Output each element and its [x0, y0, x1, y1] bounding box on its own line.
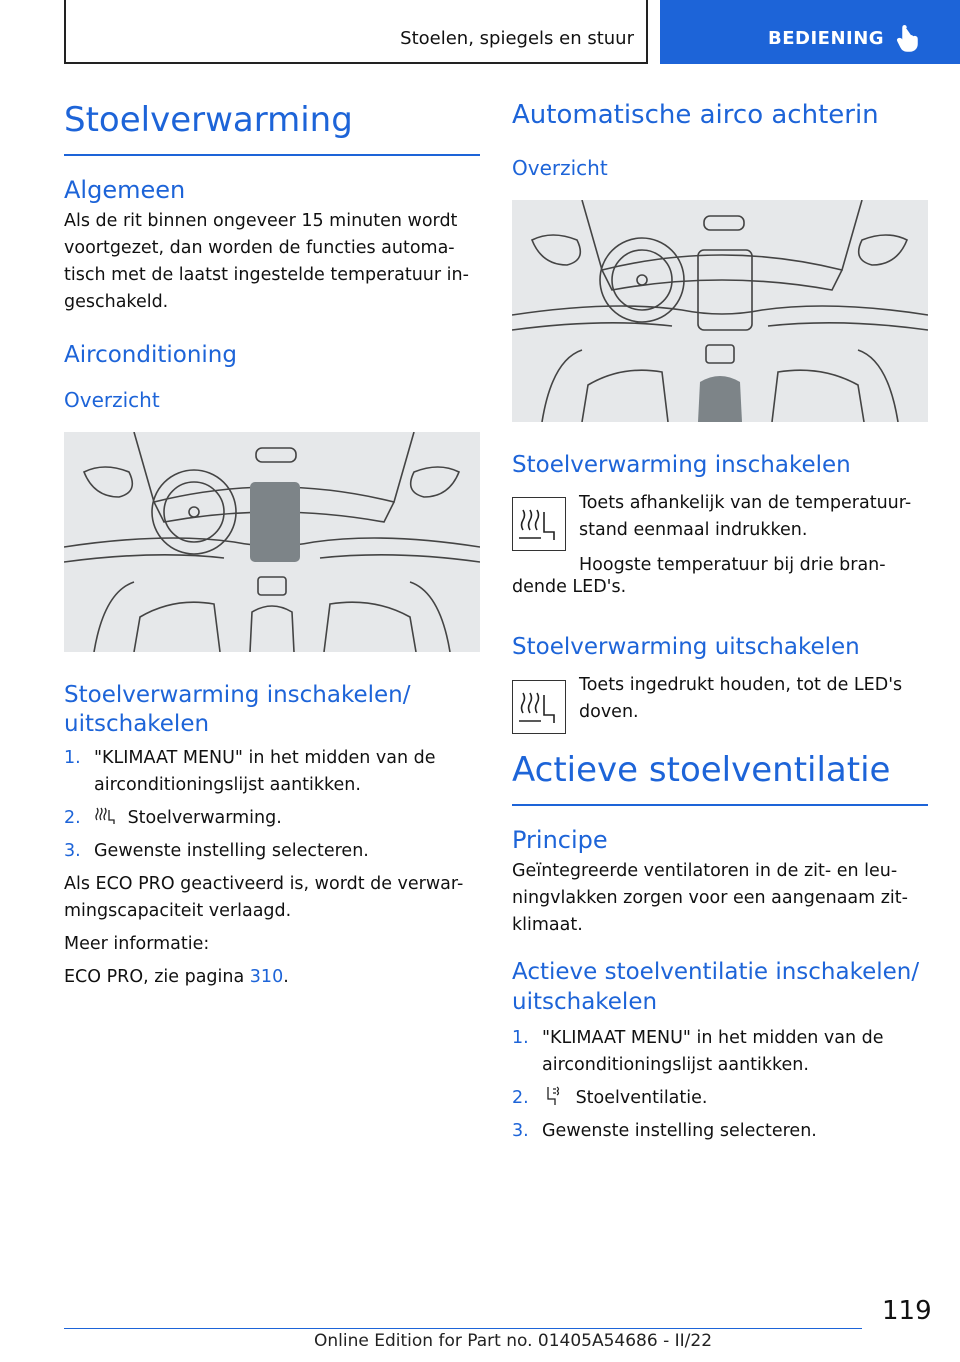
algemeen-line: Als de rit binnen ongeveer 15 minuten wordt: [64, 211, 458, 231]
step-number: 2.: [512, 1088, 529, 1108]
left-column-lower: [64, 681, 480, 991]
principe-heading: Principe: [512, 826, 608, 854]
more-info-label: Meer informatie:: [64, 934, 210, 954]
dashboard-front-illustration: [64, 432, 480, 652]
step-line: Stoelventilatie.: [575, 1088, 708, 1108]
heating-off-line: Toets ingedrukt houden, tot de LED's: [579, 675, 903, 695]
eco-ref-end: .: [283, 967, 289, 987]
step-line: Stoelverwarming.: [127, 808, 282, 828]
heating-off-text: [579, 672, 929, 726]
step-line: airconditioningslijst aantikken.: [94, 775, 361, 795]
principe-line: Geïntegreerde ventilatoren in de zit- en leu-: [512, 861, 898, 881]
header-chapter-title: BEDIENING: [768, 28, 885, 49]
eco-note: [64, 871, 480, 925]
algemeen-line: voortgezet, dan worden de functies automa-: [64, 238, 455, 258]
dashboard-front-figure: [64, 432, 480, 652]
algemeen-text: [64, 208, 480, 316]
heading-line: Stoelverwarming inschakelen/: [64, 682, 411, 708]
rear-overview-heading: Overzicht: [512, 156, 608, 180]
eco-line: mingscapaciteit verlaagd.: [64, 901, 292, 921]
heading-line: uitschakelen: [64, 711, 210, 737]
header-section-box: [64, 0, 648, 64]
step-number: 3.: [64, 841, 81, 861]
header-chapter-tab: [660, 0, 960, 64]
aircon-heading: Airconditioning: [64, 342, 237, 368]
algemeen-heading: Algemeen: [64, 176, 186, 204]
list-item: [512, 1085, 928, 1112]
principe-line: ningvlakken zorgen voor een aangenaam zit-: [512, 888, 908, 908]
heating-on-line: stand eenmaal indrukken.: [579, 520, 808, 540]
ventilation-section: [512, 750, 928, 1145]
seat-heating-button-icon: [512, 497, 566, 551]
ventilation-rule: [512, 804, 928, 806]
page-number: 119: [882, 1296, 932, 1326]
ventilation-switch-heading: [512, 957, 928, 1017]
heating-on-heading: Stoelverwarming inschakelen: [512, 452, 851, 478]
footer-rule: [64, 1328, 862, 1329]
aircon-overview-heading: Overzicht: [64, 388, 160, 412]
step-number: 3.: [512, 1121, 529, 1141]
dashboard-rear-illustration: [512, 200, 928, 422]
step-line: Gewenste instelling selecteren.: [542, 1121, 817, 1141]
left-column: [64, 100, 480, 412]
ventilation-title: Actieve stoelventilatie: [512, 750, 891, 790]
step-number: 1.: [64, 748, 81, 768]
heading-line: Actieve stoelventilatie inschakelen/: [512, 959, 920, 985]
heating-steps-list: [64, 745, 480, 865]
heating-on-line: dende LED's.: [512, 577, 627, 597]
seat-heating-icon: [94, 806, 116, 826]
page-title: Stoelverwarming: [64, 100, 353, 140]
heating-off-heading: Stoelverwarming uitschakelen: [512, 634, 860, 660]
right-column-lower: [512, 452, 928, 478]
eco-reference: [64, 964, 480, 991]
heading-line: uitschakelen: [512, 989, 658, 1015]
heating-on-line: Hoogste temperatuur bij drie bran-: [579, 555, 886, 575]
list-item: [512, 1118, 928, 1145]
highlighted-rear-control: [698, 376, 742, 422]
heating-on-line: Toets afhankelijk van de temperatuur-: [579, 493, 912, 513]
step-line: airconditioningslijst aantikken.: [542, 1055, 809, 1075]
ventilation-steps-list: [512, 1025, 928, 1145]
step-number: 2.: [64, 808, 81, 828]
eco-page-link[interactable]: 310: [249, 967, 284, 987]
principe-text: [512, 858, 928, 939]
heating-switch-heading: [64, 681, 480, 739]
header-section-title: Stoelen, spiegels en stuur: [400, 28, 634, 49]
step-line: "KLIMAAT MENU" in het midden van de: [94, 748, 436, 768]
algemeen-line: geschakeld.: [64, 292, 169, 312]
hand-pointer-icon: [896, 24, 920, 52]
principe-line: klimaat.: [512, 915, 583, 935]
list-item: [512, 1025, 928, 1079]
heating-off-section: [512, 634, 928, 660]
right-column: [512, 100, 928, 180]
list-item: [64, 745, 480, 799]
list-item: [64, 838, 480, 865]
rear-aircon-heading: Automatische airco achterin: [512, 100, 879, 130]
title-rule: [64, 154, 480, 156]
footer-edition: Online Edition for Part no. 01405A54686 - II/22: [314, 1331, 713, 1351]
eco-line: Als ECO PRO geactiveerd is, wordt de verwar-: [64, 874, 464, 894]
step-line: "KLIMAAT MENU" in het midden van de: [542, 1028, 884, 1048]
seat-ventilation-icon: [542, 1085, 564, 1107]
eco-ref-text: ECO PRO, zie pagina: [64, 967, 250, 987]
algemeen-line: tisch met de laatst ingestelde temperatuur in-: [64, 265, 469, 285]
step-line: Gewenste instelling selecteren.: [94, 841, 369, 861]
dashboard-rear-figure: [512, 200, 928, 422]
step-number: 1.: [512, 1028, 529, 1048]
seat-heating-button-icon: [512, 680, 566, 734]
highlighted-control-panel: [250, 482, 300, 562]
list-item: [64, 805, 480, 832]
heating-on-text: [579, 490, 929, 579]
heating-off-line: doven.: [579, 702, 639, 722]
